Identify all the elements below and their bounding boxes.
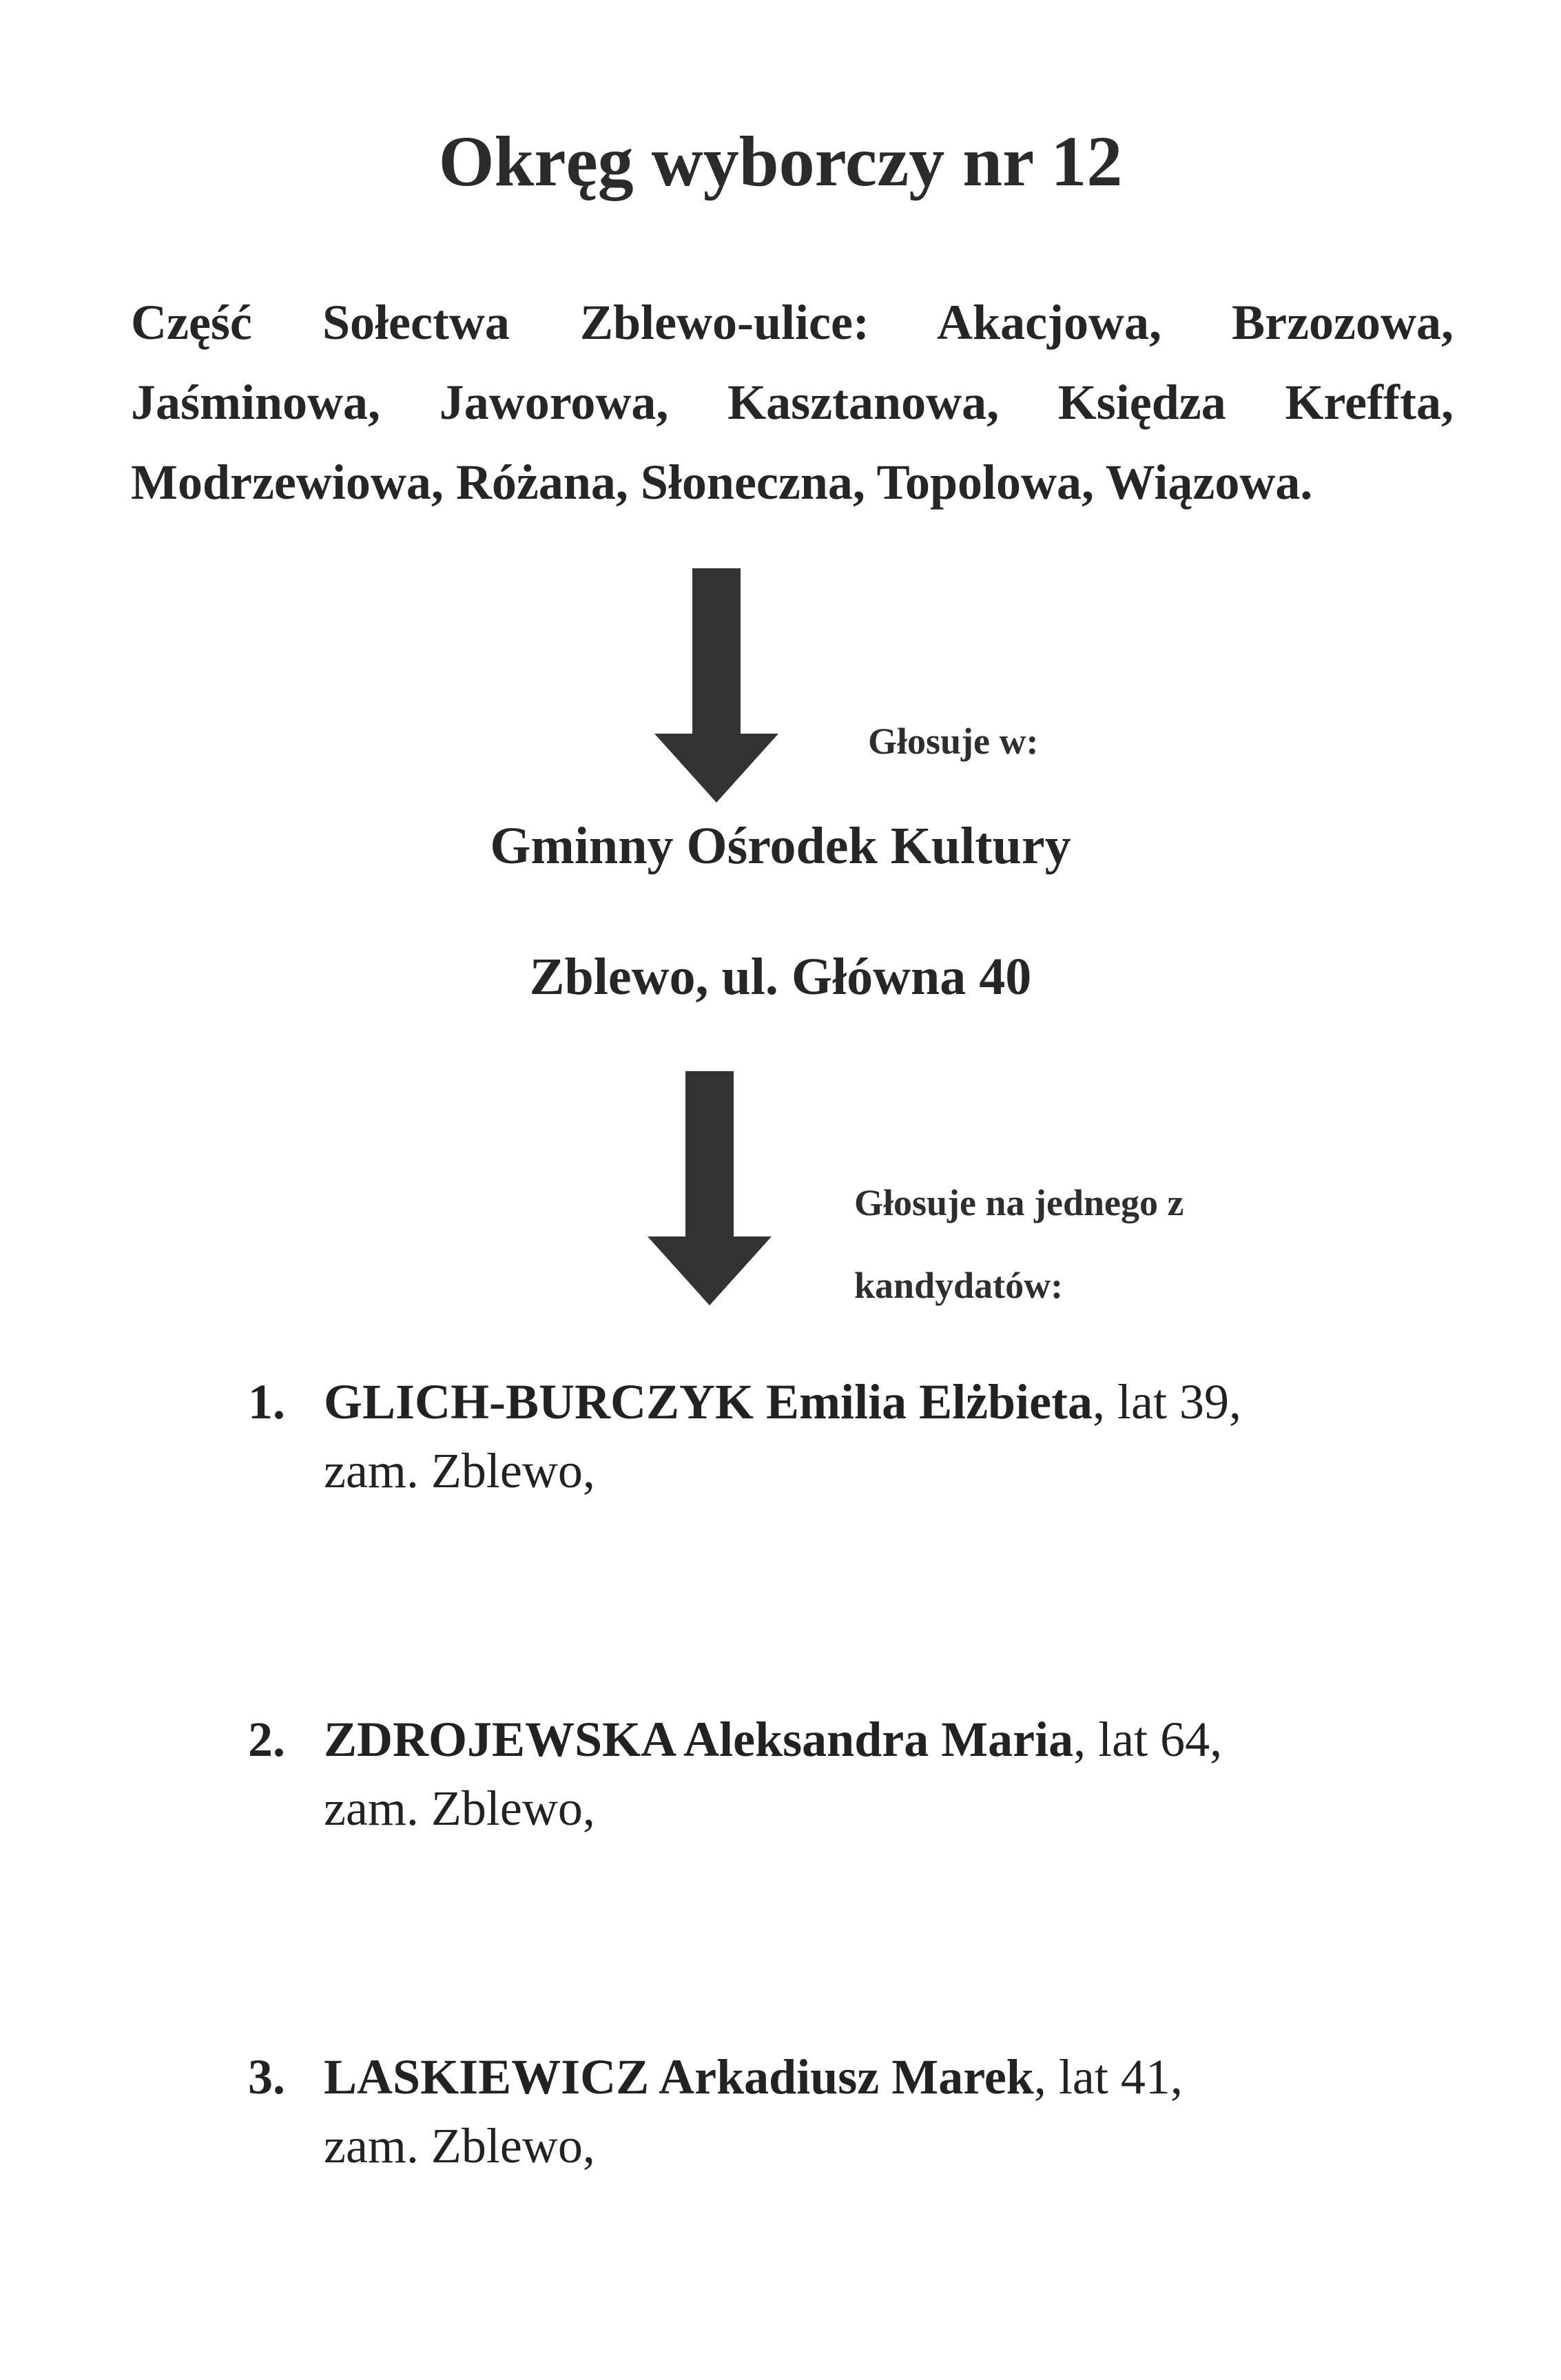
candidate-item: [248, 2042, 1488, 2180]
polling-station-address: Zblewo, ul. Główna 40: [529, 948, 1032, 1006]
candidate-age: , lat 64,: [1073, 1712, 1223, 1767]
candidate-list: [248, 1367, 1488, 2380]
candidate-name: ZDROJEWSKA Aleksandra Maria: [324, 1712, 1074, 1767]
votes-for-label-line1: Głosuje na jednego z: [854, 1182, 1184, 1223]
candidate-residence: zam. Zblewo,: [324, 1781, 595, 1836]
candidate-name: LASKIEWICZ Arkadiusz Marek: [324, 2049, 1034, 2104]
candidate-residence: zam. Zblewo,: [324, 2118, 595, 2173]
candidate-age: , lat 41,: [1033, 2049, 1183, 2104]
page-title: Okręg wyborczy nr 12: [438, 122, 1123, 201]
votes-for-label-line2: kandydatów:: [854, 1265, 1064, 1306]
votes-at-label: Głosuje w:: [868, 721, 1039, 762]
district-streets: Część Sołectwa Zblewo-ulice: Akacjowa, Brzozowa, Jaśminowa, Jaworowa, Kasztanowa, Księdza Kreffta, Modrzewiowa, Różana, Słoneczna, Topolowa, Wiązowa.: [131, 295, 1454, 510]
candidate-age: , lat 39,: [1093, 1374, 1242, 1429]
candidate-residence: zam. Zblewo,: [324, 1443, 595, 1498]
candidate-number: 2.: [248, 1712, 285, 1767]
down-arrow-icon: [648, 1071, 772, 1305]
candidate-item: [248, 1367, 1488, 1505]
candidate-name: GLICH-BURCZYK Emilia Elżbieta: [324, 1374, 1093, 1429]
candidate-number: 3.: [248, 2049, 285, 2104]
candidate-number: 1.: [248, 1374, 285, 1429]
down-arrow-icon: [654, 568, 778, 803]
polling-station-name: Gminny Ośrodek Kultury: [490, 817, 1071, 875]
candidate-item: [248, 1705, 1488, 1843]
